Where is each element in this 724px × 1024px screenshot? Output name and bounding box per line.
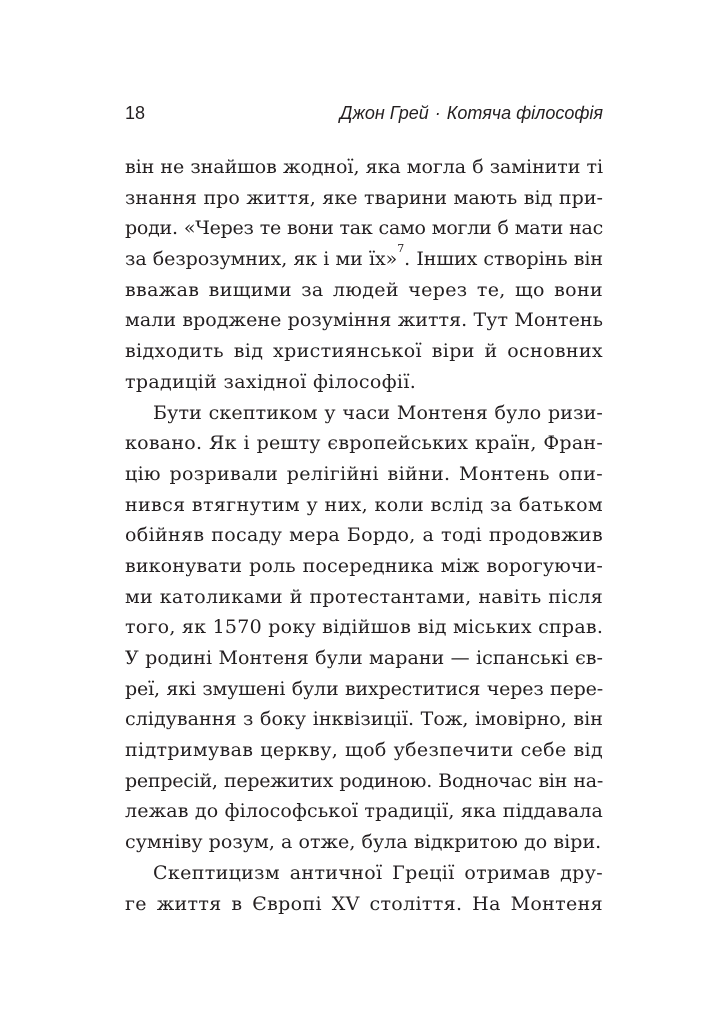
text-line: традицій західної філософії. [125, 370, 417, 393]
text-line: мали вроджене розуміння життя. Тут Монтень [125, 309, 603, 332]
text-line: Бути скептиком у часи Монтеня було ризи- [153, 401, 603, 424]
text-line: нився втягнутим у них, коли вслід за батьком [125, 493, 603, 516]
text-line: того, як 1570 року відійшов від міських справ. [125, 616, 604, 639]
body-text [125, 152, 603, 919]
text-line: він не знайшов жодної, яка могла б замінити ті [125, 156, 603, 178]
text-line: ковано. Як і решту європейських країн, Фран- [125, 432, 603, 455]
text-line: У родині Монтеня були марани — іспанські єв- [125, 647, 603, 669]
line-continuation: . Інших створінь він [404, 248, 604, 271]
text-line: підтримував церкву, щоб убезпечити себе від [125, 739, 603, 762]
text-line: ге життя в Європі XV століття. На Монтеня [125, 892, 603, 915]
book-title: Котяча філософія [446, 103, 603, 123]
text-line: сумніву розум, а отже, була відкритою до віри. [125, 831, 602, 854]
text-line: виконувати роль посередника між ворогуючи- [125, 554, 603, 577]
text-line: Скептицизм античної Греції отримав дру- [153, 861, 603, 884]
paragraph-3 [125, 858, 603, 919]
text-line: ми католиками й протестантами, навіть після [125, 585, 603, 608]
text-line-with-footnote [125, 244, 603, 275]
paragraph-2 [125, 398, 603, 858]
text-line: репресій, пережитих родиною. Водночас він на- [125, 769, 603, 792]
text-line: лежав до філософської традиції, яка піддавала [125, 800, 603, 823]
text-line: реї, які змушені були вихреститися через пере- [125, 677, 603, 700]
running-title [340, 98, 603, 128]
author-name: Джон Грей [339, 103, 429, 123]
text-line: відходить від християнської віри й основних [125, 340, 603, 363]
running-head [125, 98, 603, 128]
text-line: знання про життя, яке тварини мають від при- [125, 186, 603, 209]
header-separator: · [434, 103, 441, 123]
page-number: 18 [125, 103, 146, 123]
text-line: роди. «Через те вони так само могли б мати нас [125, 217, 603, 240]
text-line: обійняв посаду мера Бордо, а тоді продовжив [125, 524, 603, 547]
text-line: цію розривали релігійні війни. Монтень опи- [125, 462, 603, 485]
footnote-reference[interactable]: 7 [397, 242, 405, 256]
paragraph-1 [125, 152, 603, 398]
text-line: слідування з боку інквізиції. Тож, імовірно, він [125, 708, 603, 731]
text-line: вважав вищими за людей через те, що вони [125, 278, 603, 301]
quote-end: за безрозумних, як і ми їх» [125, 248, 398, 271]
